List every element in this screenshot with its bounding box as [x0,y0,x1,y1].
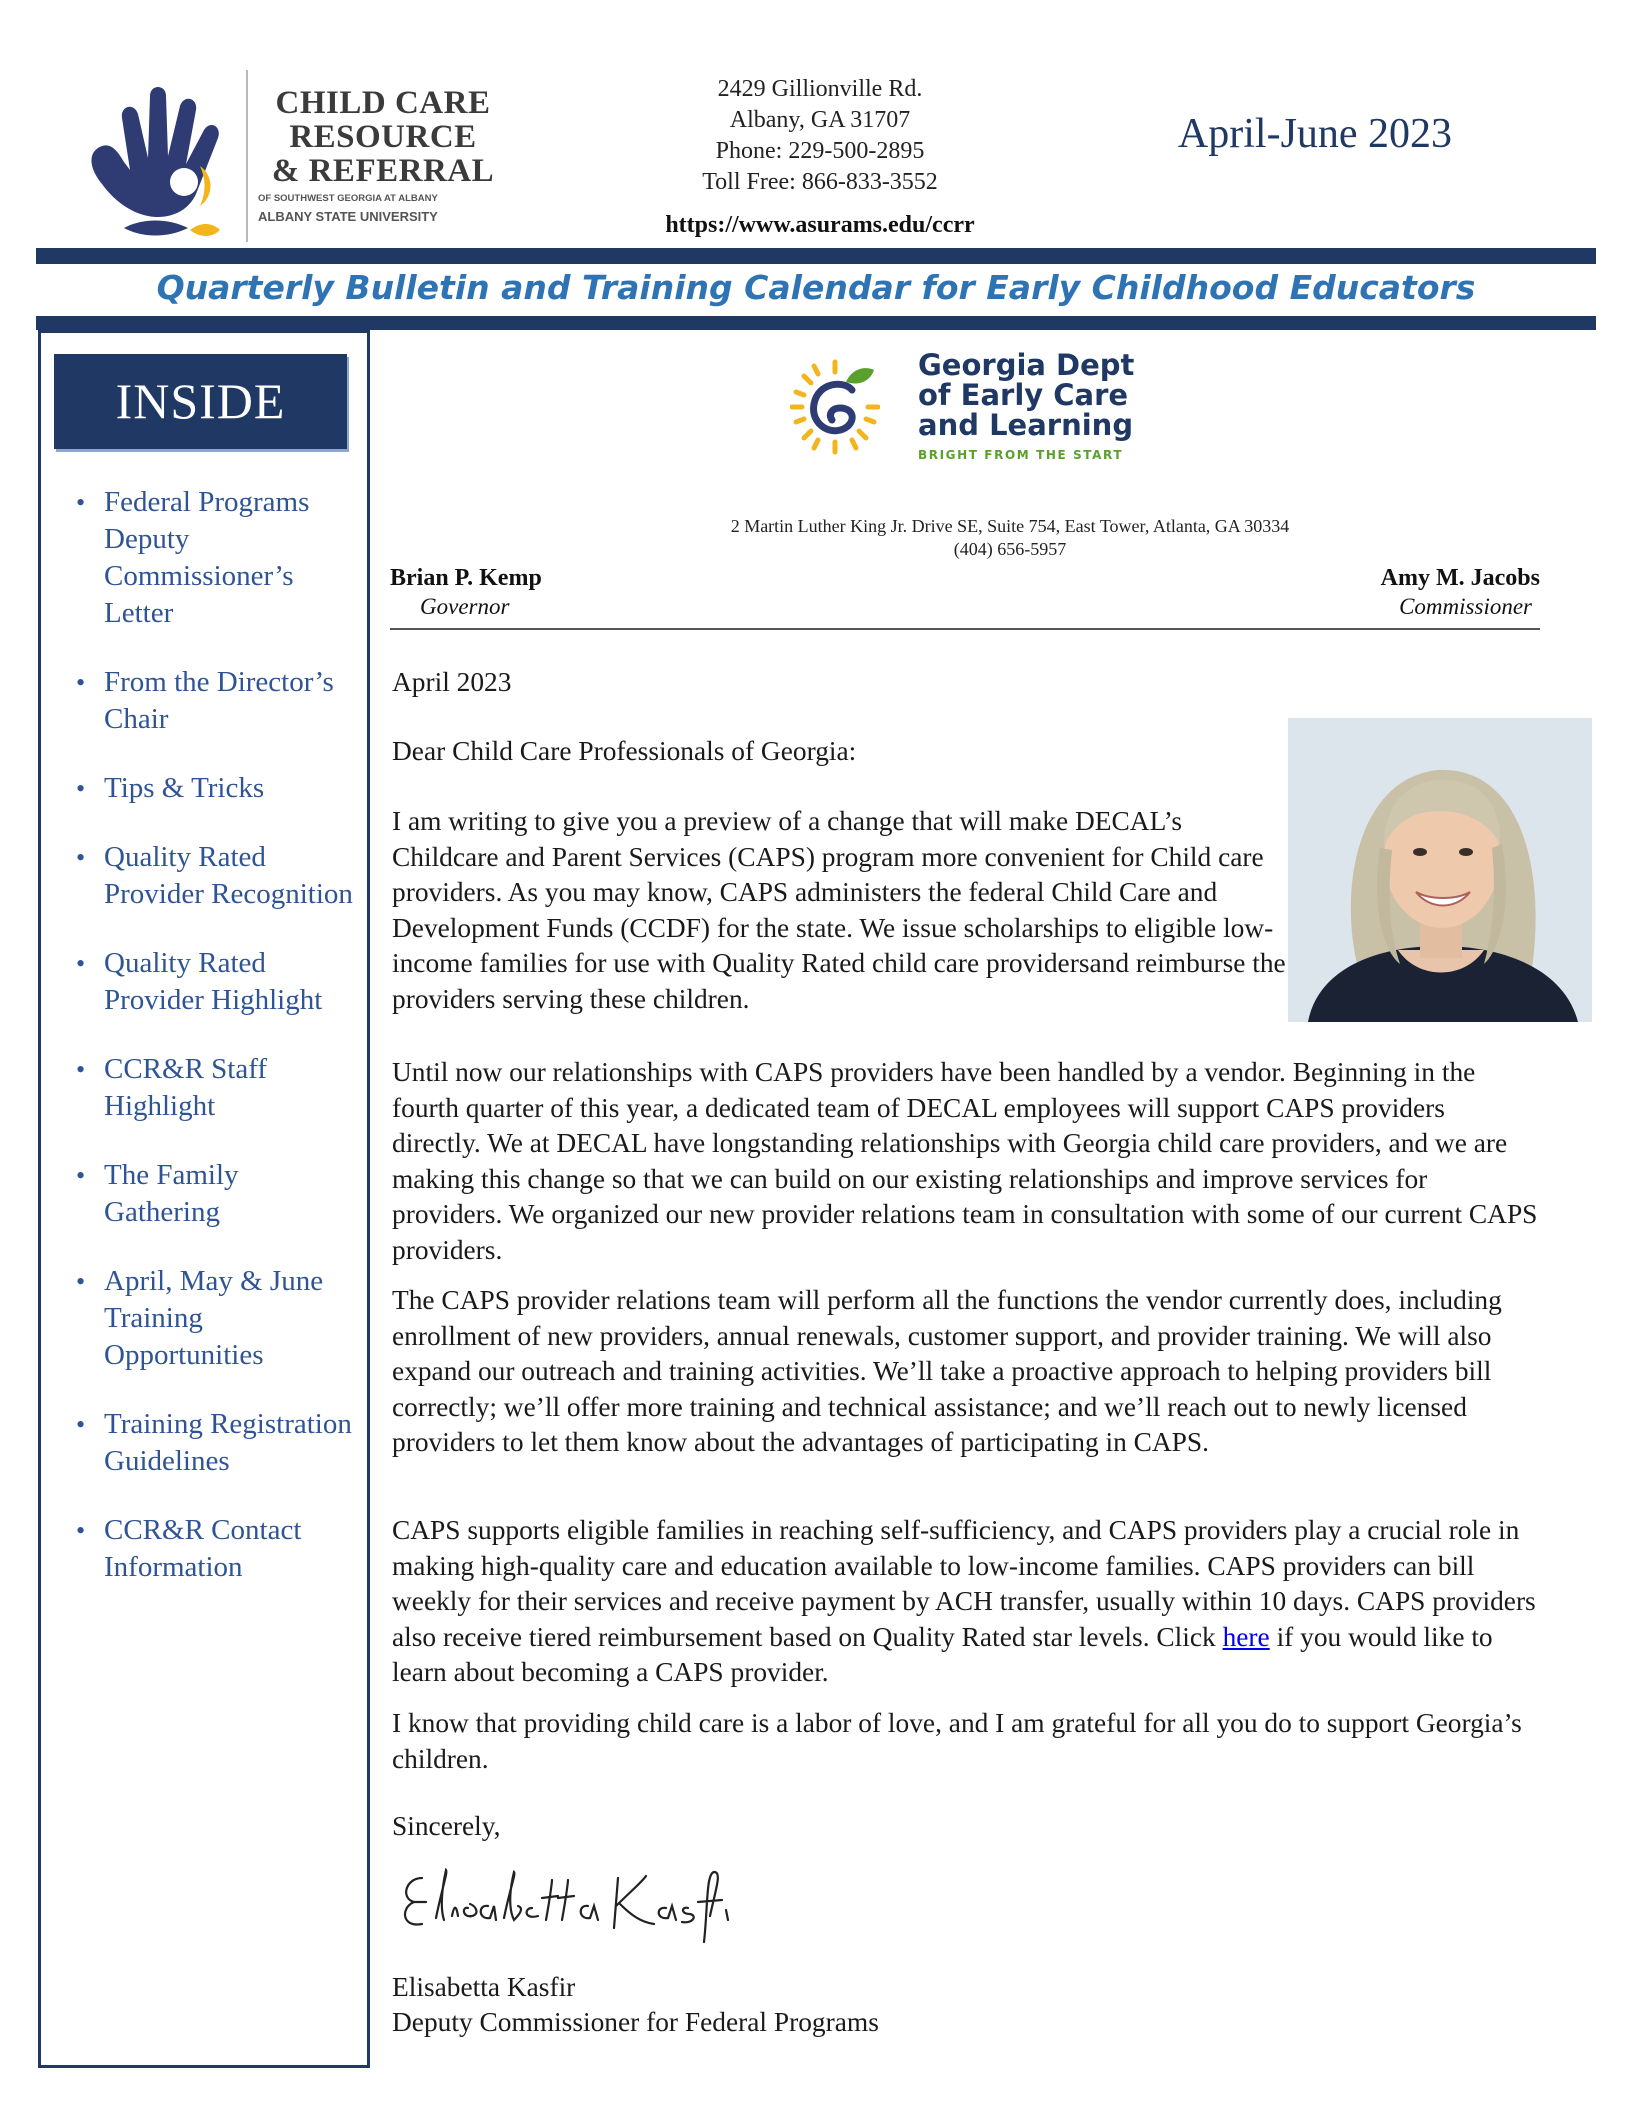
decal-agency-name [918,350,1238,440]
website-link[interactable]: https://www.asurams.edu/ccrr [665,212,975,238]
table-of-contents [76,484,356,1618]
commissioner-block [1250,563,1540,621]
header-rule-top [36,248,1596,264]
letter-paragraph: I know that providing child care is a labor of love, and I am grateful for all you do to support Georgia’s children. [392,1708,1522,1774]
toll-free-line: Toll Free: 866-833-3552 [702,169,938,195]
paragraph-text: CAPS supports eligible families in reaching self-sufficiency, and CAPS providers play a crucial role in making high-quality care and education available to low-income families. CAPS providers can bill weekly for their services and receive payment by ACH transfer, usually within 10 days. CAPS providers also receive tiered reimbursement based on Quality Rated star levels. Click [392,1515,1536,1652]
caps-info-link[interactable]: here [1222,1621,1270,1652]
agency-line: and Learning [918,408,1134,442]
agency-line: Georgia Dept [918,348,1135,382]
toc-item[interactable]: • From the Director’s Chair [76,664,356,738]
phone-line: Phone: 229-500-2895 [715,138,925,164]
decal-tagline: BRIGHT FROM THE START [918,448,1124,462]
author-photo [1288,718,1592,1022]
letter-salutation: Dear Child Care Professionals of Georgia: [392,736,857,766]
letter-paragraph: The CAPS provider relations team will perform all the functions the vendor currently does, including enrollment of new providers, annual renewals, customer support, and provider training. We will also expand our outreach and training activities. We’ll take a proactive approach to helping providers bill correctly; we’ll offer more training and technical assistance; and we’ll reach out to newly licensed providers to let them know about the advantages of participating in CAPS. [392,1285,1502,1457]
letter-paragraph: Until now our relationships with CAPS providers have been handled by a vendor. Beginning in the fourth quarter of this year, a dedicated team of DECAL employees will support CAPS providers directly. We at DECAL have longstanding relationships with Georgia child care providers, and we are making this change so that we can build on our existing relationships and improve services for providers. We organized our new provider relations team in consultation with some of our current CAPS providers. [392,1057,1538,1265]
signer-title: Deputy Commissioner for Federal Programs [392,2007,879,2037]
logo-subtitle: OF SOUTHWEST GEORGIA AT ALBANY [258,193,438,204]
decal-sun-logo [790,352,880,462]
toc-item[interactable]: • Training Registration Guidelines [76,1406,356,1480]
toc-item[interactable]: • CCR&R Contact Information [76,1512,356,1586]
commissioner-name: Amy M. Jacobs [1380,565,1540,591]
toc-item[interactable]: • Quality Rated Provider Highlight [76,945,356,1019]
portrait-image [1288,718,1592,1022]
logo-line: & REFERRAL [271,153,495,189]
logo-line: RESOURCE [289,119,477,155]
agency-line: of Early Care [918,378,1129,412]
toc-item[interactable]: • The Family Gathering [76,1157,356,1231]
toc-item[interactable]: • Federal Programs Deputy Commissioner’s Letter [76,484,356,632]
handwritten-signature [392,1858,732,1948]
inside-heading: INSIDE [54,354,347,449]
letter-paragraph: I am writing to give you a preview of a change that will make DECAL’s Childcare and Parent Services (CAPS) program more convenient for Child care providers. As you may know, CAPS administers the federal Child Care and Development Funds (CCDF) for the state. We issue scholarships to eligible low-income families for use with Quality Rated child care providersand reimburse the providers serving these children. [392,806,1286,1014]
toc-item[interactable]: • Tips & Tricks [76,770,356,807]
letter-paragraph [392,1513,1538,1691]
ccrr-hand-logo [72,66,252,246]
header-rule-bottom [36,316,1596,330]
address-line: 2429 Gillionville Rd. [717,76,923,102]
letterhead-rule [390,628,1540,630]
letter-date: April 2023 [392,667,512,697]
letter-closing: Sincerely, [392,1811,501,1841]
decal-street-address: 2 Martin Luther King Jr. Drive SE, Suite 754, East Tower, Atlanta, GA 30334 [730,516,1290,536]
logo-line: CHILD CARE [275,85,491,121]
logo-university: ALBANY STATE UNIVERSITY [258,209,438,224]
decal-address [560,515,1460,561]
bulletin-title: Quarterly Bulletin and Training Calendar for Early Childhood Educators [156,268,1476,307]
decal-phone: (404) 656-5957 [953,539,1067,559]
issue-date: April-June 2023 [1177,111,1453,157]
governor-title: Governor [420,594,510,619]
toc-item[interactable]: • CCR&R Staff Highlight [76,1051,356,1125]
ccrr-address [620,74,1020,198]
governor-name: Brian P. Kemp [390,565,542,591]
signer-name: Elisabetta Kasfir [392,1972,576,2002]
logo-divider [246,70,248,242]
governor-block [390,563,690,621]
paragraph-text: if you would like to learn about becoming a CAPS provider. [392,1621,1493,1687]
ccrr-logo-text [258,86,508,225]
commissioner-title: Commissioner [1399,594,1532,619]
toc-item[interactable]: • April, May & June Training Opportunities [76,1263,356,1374]
toc-item[interactable]: • Quality Rated Provider Recognition [76,839,356,913]
address-line: Albany, GA 31707 [729,107,911,133]
